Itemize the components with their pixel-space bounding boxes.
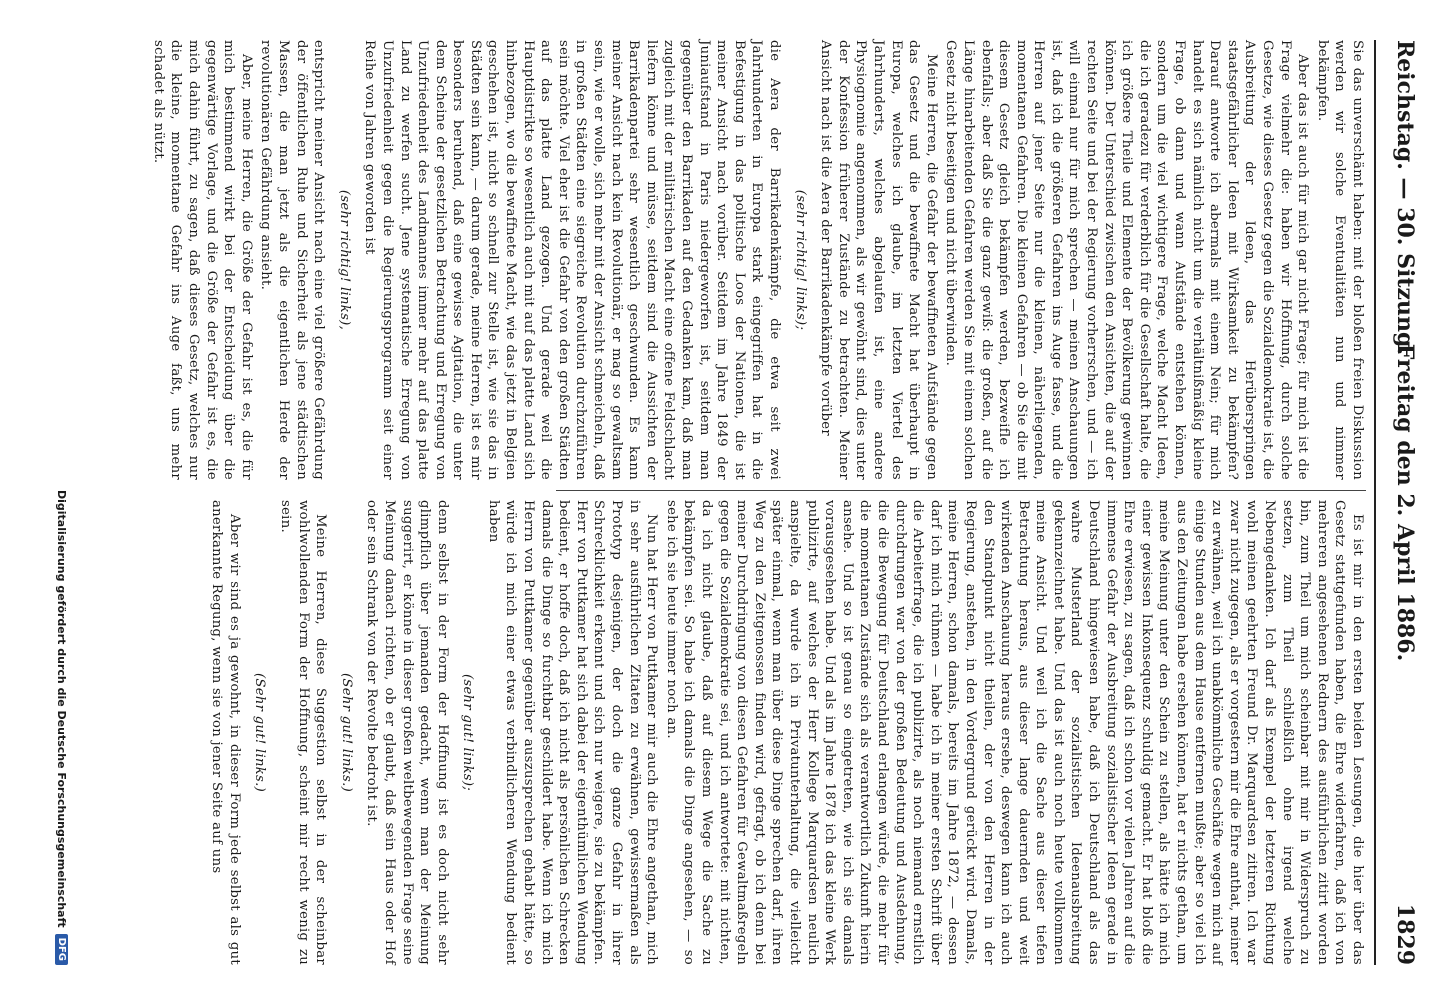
interjection: (Sehr gut! links.): [252, 672, 268, 793]
page-number: 1829: [1392, 903, 1418, 965]
paragraph: Sie das unverschämt haben: mit der bloßen freien Diskussion werden wir solche Eventualitäten nun und nimmer bekämpfen.: [1314, 40, 1365, 480]
credit-text: Digitalisierung gefördert durch die Deutsche Forschungsgemeinschaft: [55, 489, 68, 928]
rotated-page: [32, 0, 1432, 1000]
paragraph: Meine Herren, diese Suggestion selbst in der scheinbar wohlwollenden Form der Hoffnung, scheint mir recht wenig zu sein.: [277, 500, 329, 965]
paragraph: die Aera der Barrikadenkämpfe, die etwa seit zwei Jahrhunderten in Europa stark eingegriffen hat in die Befestigung in das politische Loos der Nationen, die ist meiner Ansicht nach vorüber. Seitdem im Jahre 1849 der Juniaufstand in Paris niedergeworfen ist, seitdem man gegenüber den Barrikaden auf den Gedanken kam, daß man zugleich mit der militärischen Macht eine offene Feldschlacht liefern könne und müsse, seitdem sind die Aussichten der Barrikadenpartei sehr wesentlich geschwunden. Es kann meiner Ansicht nach kein Revolutionär, er mag so gewaltsam sein, wie er wolle, sich mehr mit der Ansicht schmeicheln, daß in großen Städten eine siegreiche Revolution durchzuführen sein möchte. Viel eher ist die Gefahr von den großen Städten auf das platte Land gezogen. Und gerade weil die Hauptdistrikte so wesentlich auch mit auf das platte Land sich hinbezogen, wo die bewaffnete Macht, wie das jetzt in Belgien geschehen ist, nicht so schnell zur Stelle ist, wie sie das in Städten sein kann, — darum gerade, meine Herren, ist es mir besonders beruhend, daß eine gewisse Agitation, die unter dem Scheine der gesetzlichen Betrachtung und Erregung von Unzufriedenheit des Landmannes immer mehr auf das platte Land zu werfen sucht. Jene systematische Erregung von Unzufriedenheit gegen die Regierungsprogramm seit einer Reihe von Jahren geworden ist: [362, 40, 782, 480]
paragraph: Es ist mir in den ersten beiden Lesungen, die hier über das Gesetz stattgefunden haben, die Ehre widerfahren, daß ich von mehreren angesehenen Rednern des ausführlichen zitirt worden bin, zum Theil um mich scheinbar mit mir in Widerspruch zu setzen, zum Theil schließlich ohne irgend welche Nebengedanken. Ich darf als Exempel der letzteren Richtung wohl meinen geehrten Freund Dr. Marquardsen zitiren. Ich war zwar nicht zugegen, als er vorgestern mir die Ehre anthat, meiner zu erwähnen, weil ich unabkömmliche Geschäfte wegen mich auf einige Stunden aus dem Hause entfernen mußte; aber so viel ich aus den Zeitungen habe ersehen können, hat er nichts gethan, um meine Meinung unter den Schein zu stellen, als hätte ich mich einer gewissen Inkonsequenz schuldig gemacht. Er hat bloß die Ehre erwiesen, zu sagen, daß ich schon vor vielen Jahren auf die immense Gefahr der Ausbreitung sozialistischer Ideen gerade in Deutschland hingewiesen habe, daß ich Deutschland als das wahre Musterland der sozialistischen Ideenausbreitung gekennzeichnet habe. Und das ist auch noch heute vollkommen meine Ansicht. Und weil ich die Sache aus dieser tiefen Betrachtung heraus, aus dieser lange dauernden und weit wirkenden Anschauung heraus ersehe, deswegen kann ich auch den Standpunkt nicht theilen, der von den Herren in der Regierung, anstehen, in den Vordergrund gerückt wird. Damals, meine Herren, schon damals, bereits im Jahre 1872, — dessen darf ich mich rühmen — habe ich in meiner ersten Schrift über die Arbeiterfrage, die ich publizirte, als noch niemand ernstlich durchdrungen war von der großen Bedeutung und Ausdehnung, die die Bewegung für Deutschland erlangen würde, die mehr für die momentanen Zustände sich als verantwortlich Zukunft hierin ansehe. Und so ist genau so eingetreten, wie ich sie damals vorausgesehen habe. Und als im Jahre 1878 ich das kleine Werk publizirte, auf welches der Herr Kollege Marquardsen neulich anspielte, da wurde ich in Privatunterhaltung, die vielleicht später einmal, wenn man über diese Dinge sprechen darf, ihren Weg zu den Zeitgenossen finden wird, gefragt, ob ich denn bei meiner Durchdringung von diesen Gefahren für Gewaltmaßregeln gegen die Sozialdemokratie sei, und ich antwortete: mit nichten, da ich nicht glaube, daß auf diesem Wege die Sache zu bekämpfen sei. So habe ich damals die Dinge angesehen, — so sehe ich sie heute immer noch an.: [663, 500, 1365, 965]
interjection: (sehr richtig! links);: [792, 189, 808, 331]
column-divider: [556, 490, 1366, 491]
interjection: (sehr gut! links);: [460, 673, 476, 792]
header-rule: [1374, 40, 1376, 965]
header-date: Freitag den 2. April 1886.: [1392, 343, 1418, 662]
right-column: [209, 500, 1366, 965]
dfg-logo: DFG: [55, 934, 68, 965]
paragraph: Nun hat Herr von Puttkamer mir auch die Ehre angethan, mich in sehr ausführlichen Zitaten zu erwähnen, gewissermaßen als Prototyp desjenigen, der doch die ganze Gefahr in ihrer Schrecklichkeit erkennt und sich nur weigere, sie zu bekämpfen. Herr von Puttkamer hat sich dabei der eigenthümlichen Wendung bedient, er hoffe doch, daß ich nicht als persönlichen Schrecken damals die Dinge so furchtbar geschildert habe. Wenn ich mich Herrn von Puttkamer gegenüber auszusprechen gehabt hätte, so würde ich mich einer etwas verbindlicheren Wendung bedient haben: [485, 500, 660, 965]
paragraph: denn selbst in der Form der Hoffnung ist es doch nicht sehr glimpflich über jemanden gedacht, wenn man der Meinung suggerirt, er könne in dieser großen weltbewegenden Frage seine Meinung danach richten, ob er glaubt, daß sein Haus oder Hof oder sein Schrank von der Revolte bedroht ist.: [364, 500, 450, 965]
interjection: (Sehr gut! links.): [338, 672, 354, 793]
paragraph: Aber wir sind es ja gewohnt, in dieser Form jede selbst als gut anerkannte Regung, wenn sie von jener Seite auf uns: [209, 500, 242, 965]
left-column: [150, 40, 1366, 480]
digitization-credit: [55, 40, 68, 965]
header-session: Reichstag. — 30. Sitzung.: [1392, 40, 1418, 356]
interjection: (sehr richtig! links),: [336, 189, 352, 331]
page-header: [1384, 40, 1424, 965]
paragraph: Aber das ist auch für mich gar nicht Frage; für mich ist die Frage vielmehr die: haben wir Hoffnung, durch solche Gesetze, wie dieses Gesetz gegen die Sozialdemokratie ist, die Ausbreitung der Ideen, das Herüberspringen staatsgefährlicher Ideen mit Wirksamkeit zu bekämpfen? Darauf antworte ich abermals mit einem Nein; für mich handelt es sich nämlich nicht um die verhältnißmäßig kleine Frage, ob dann und wann Aufstände entstehen können, sondern um die viel wichtigere Frage, welche Macht Ideen, die ich geradezu für verderblich für die Gesellschaft halte, die ich größere Theile und Elemente der Bevölkerung gewinnen können. Der Unterschied zwischen den Ansichten, die auf der rechten Seite und bei der Regierung vorherrschen, und — ich will einmal nur für mich sprechen — meinen Anschauungen ist, daß ich die größeren Gefahren ins Auge fasse, und die Herren auf jener Seite nur die kleinen, näherliegenden, momentanen Gefahren. Die kleinen Gefahren — ob Sie die mit diesem Gesetz gleich bekämpfen werden, bezweifle ich ebenfalls; aber daß Sie die ganz gewiß: die großen, auf die Länge hinarbeitenden Gefahren werden Sie mit einem solchen Gesetz nicht beseitigen und nicht überwinden.: [943, 40, 1311, 480]
paragraph: Meine Herren, die Gefahr der bewaffneten Aufstände gegen das Gesetz und die bewaffnete Macht hat überhaupt in Europa, welches ich glaube, im letzten Viertel des Jahrhunderts, welches abgelaufen ist, eine andere Physiognomie angenommen, als wir gewöhnt sind, dies unter der Konfession früherer Zustände zu betrachten. Meiner Ansicht nach ist die Aera der Barrikadenkämpfe vorüber: [818, 40, 939, 480]
paragraph: Aber, meine Herren, die Größe der Gefahr ist es, die für mich bestimmend wirkt bei der Entscheidung über die gegenwärtige Vorlage, und die Größe der Gefahr ist es, die mich dahin führt, zu sagen, daß dieses Gesetz, welches nur die kleine, momentane Gefahr ins Auge faßt, uns mehr schadet als nützt.: [150, 40, 254, 480]
paragraph: entspricht meiner Ansicht nach eine viel größere Gefährdung der öffentlichen Ruhe und Sicherheit als jene städtischen Massen, die man jetzt als die eigentlichen Herde der revolutionären Gefährdung ansieht.: [258, 40, 327, 480]
